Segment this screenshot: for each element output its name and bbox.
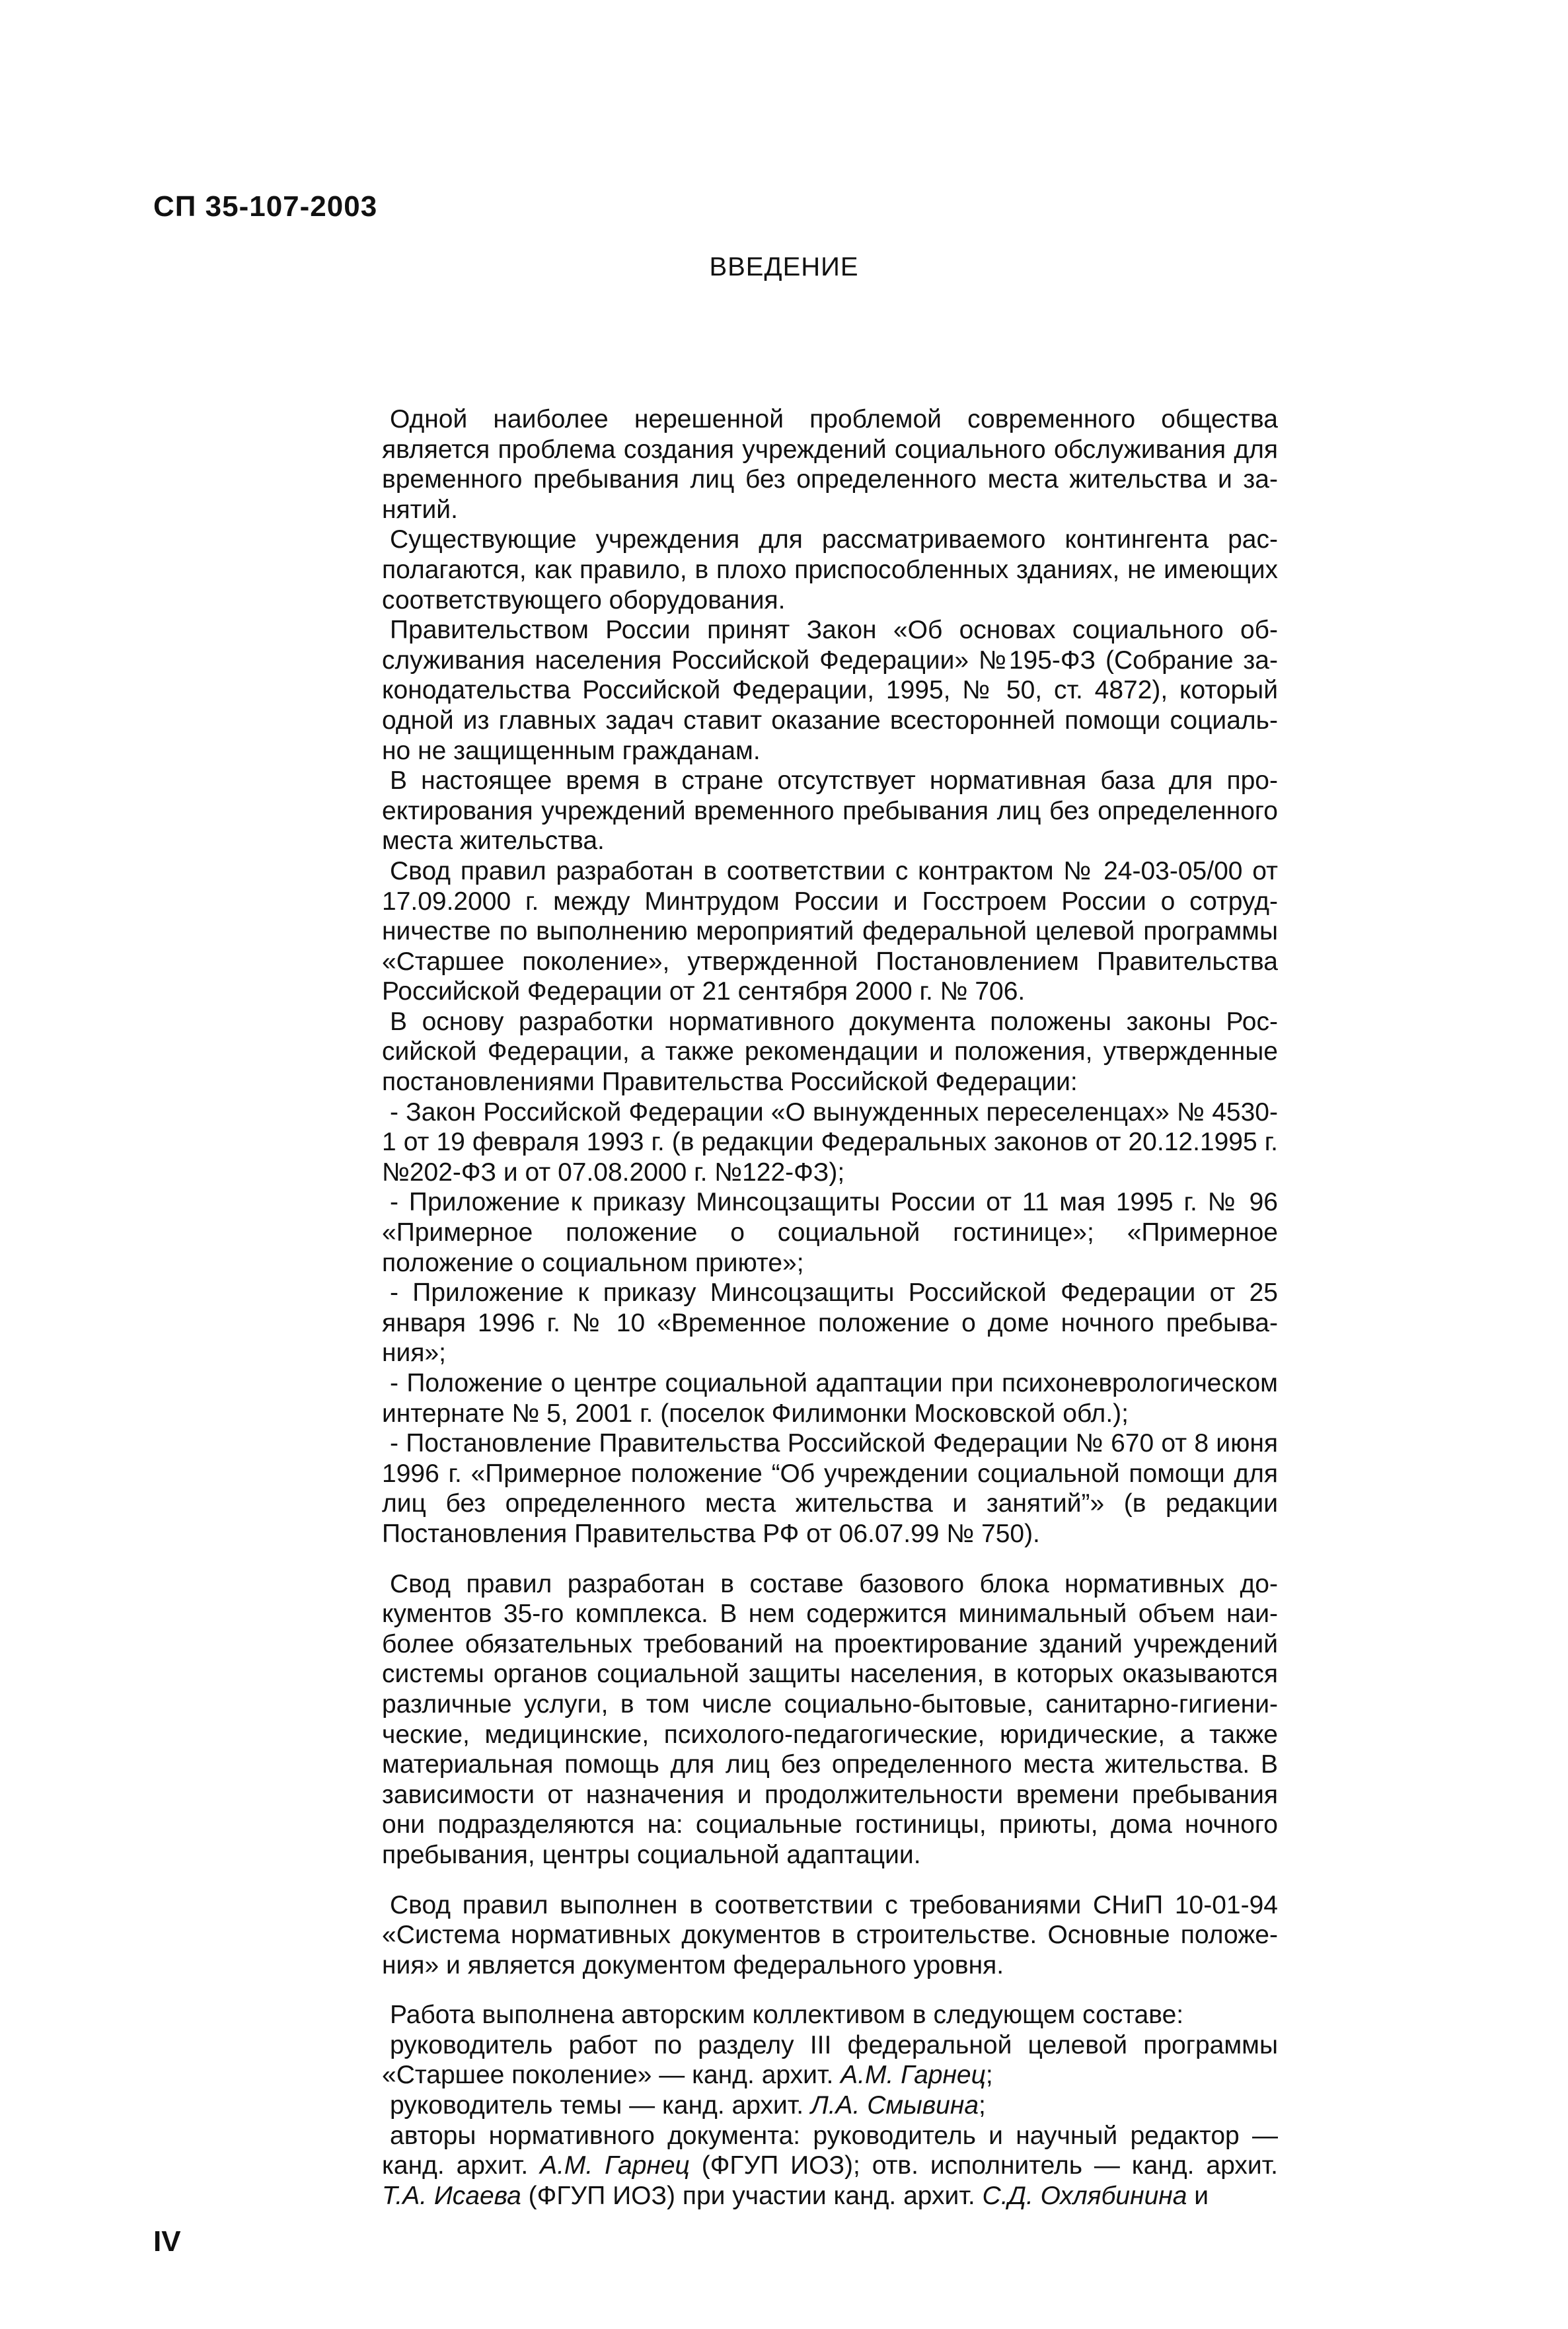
paragraph: Свод правил разработан в соответствии с контрактом № 24-03-05/00 от 17.09.2000 г. между Минтрудом России и Госстроем России о сотрудничестве по выполнению мероприятий федеральной целевой программы «Старшее поколение», утвержденной Постановлением Правительства Российской Федерации от 21 сентября 2000 г. № 706.	[382, 856, 1278, 1006]
list-item: - Приложение к приказу Минсоцзащиты России от 11 мая 1995 г. № 96 «Примерное положение о социальной гостинице»; «Примерное положение о социальном приюте»;	[382, 1188, 1278, 1277]
authors-text: авторы нормативного документа: руководитель и научный редактор — канд. архит.	[382, 2121, 1278, 2180]
author-name: Т.А. Исаева	[382, 2181, 521, 2210]
list-item: - Положение о центре социальной адаптации при психоневрологическом интернате № 5, 2001 г. (поселок Филимонки Московской обл.);	[382, 1369, 1278, 1428]
author-name: С.Д. Охлябинина	[982, 2181, 1187, 2210]
authors-text: руководитель работ по разделу III федеральной целевой программы «Старшее поколение» — канд. архит.	[382, 2030, 1278, 2090]
paragraph: В настоящее время в стране отсутствует нормативная база для проектирования учреждений временного пребывания лиц без определенного места жительства.	[382, 766, 1278, 856]
authors-intro: Работа выполнена авторским коллективом в следующем составе:	[390, 2001, 1184, 2030]
authors-text: ;	[979, 2091, 986, 2120]
document-code: СП 35-107-2003	[153, 190, 378, 223]
author-name: Л.А. Смывина	[810, 2091, 979, 2120]
paragraph: Существующие учреждения для рассматриваемого контингента располагаются, как правило, в плохо приспособленных зданиях, не имеющих соответствующего оборудования.	[382, 525, 1278, 614]
paragraph: Свод правил выполнен в соответствии с требованиями СНиП 10-01-94 «Система нормативных документов в строительстве. Основные положения» и является документом федерального уровня.	[382, 1890, 1278, 1979]
author-name: А.М. Гарнец	[840, 2061, 986, 2090]
page-number: IV	[153, 2225, 181, 2258]
document-body	[382, 404, 1278, 2211]
authors-text: руководитель темы — канд. архит.	[390, 2091, 811, 2120]
list-item: - Постановление Правительства Российской Федерации № 670 от 8 июня 1996 г. «Примерное положение “Об учреждении социальной помощи для лиц без определенного места жительства и занятий”» (в редакции Постановления Правительства РФ от 06.07.99 № 750).	[382, 1429, 1278, 1548]
section-title: ВВЕДЕНИЕ	[709, 252, 859, 281]
authors-text: (ФГУП ИОЗ); отв. исполнитель — канд. архит.	[689, 2151, 1278, 2180]
paragraph: Свод правил разработан в составе базового блока нормативных документов 35-го комплекса. В нем содержится минимальный объем наиболее обязательных требований на проектирование зданий учреждений системы органов социальной защиты населения, в которых оказываются различные услуги, в том числе социально-бытовые, санитарно-гигиенические, медицинские, психолого-педагогические, юридические, а также материальная помощь для лиц без определенного места жительства. В зависимости от назначения и продолжительности времени пребывания они подразделяются на: социальные гостиницы, приюты, дома ночного пребывания, центры социальной адаптации.	[382, 1569, 1278, 1869]
authors-text: и	[1187, 2181, 1209, 2210]
paragraph: Правительством России принят Закон «Об основах социального обслуживания населения Российской Федерации» №195-ФЗ (Собрание законодательства Российской Федерации, 1995, № 50, ст. 4872), который одной из главных задач ставит оказание всесторонней помощи социально не защищенным гражданам.	[382, 616, 1278, 765]
authors-text: (ФГУП ИОЗ) при участии канд. архит.	[521, 2181, 983, 2210]
authors-line	[382, 2030, 1278, 2090]
list-item: - Закон Российской Федерации «О вынужденных переселенцах» № 4530-1 от 19 февраля 1993 г. (в редакции Федеральных законов от 20.12.1995 г. №202-ФЗ и от 07.08.2000 г. №122-ФЗ);	[382, 1097, 1278, 1187]
author-name: А.М. Гарнец	[540, 2151, 690, 2180]
list-item: - Приложение к приказу Минсоцзащиты Российской Федерации от 25 января 1996 г. № 10 «Временное положение о доме ночного пребывания»;	[382, 1278, 1278, 1368]
authors-line	[382, 2121, 1278, 2211]
paragraph: В основу разработки нормативного документа положены законы Российской Федерации, а также рекомендации и положения, утвержденные постановлениями Правительства Российской Федерации:	[382, 1007, 1278, 1097]
authors-text: ;	[985, 2061, 993, 2090]
authors-line	[382, 2090, 1278, 2121]
paragraph: Одной наиболее нерешенной проблемой современного общества является проблема создания учреждений социального обслуживания для временного пребывания лиц без определенного места жительства и занятий.	[382, 405, 1278, 524]
